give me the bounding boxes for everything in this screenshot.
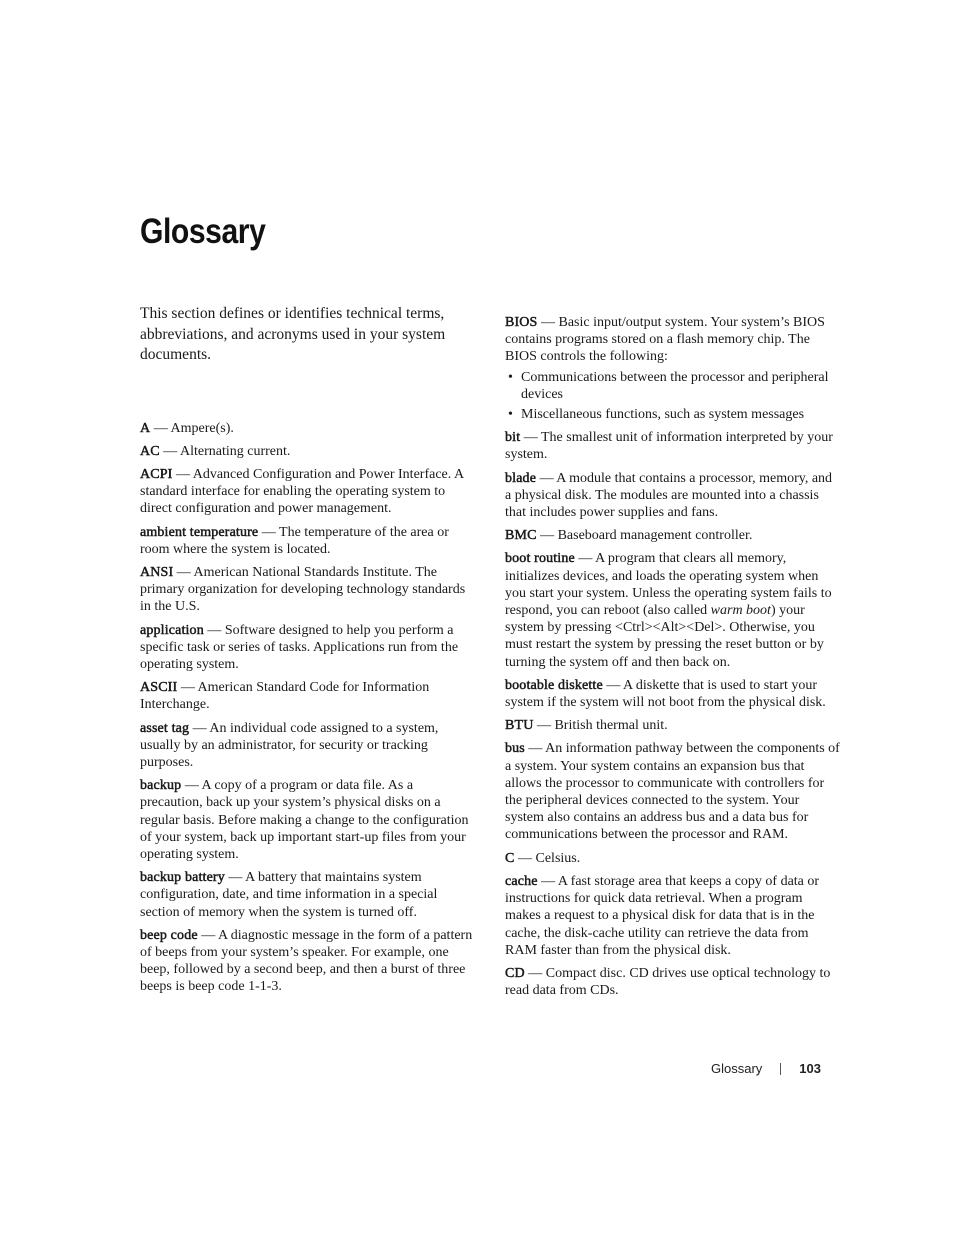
glossary-definition: — An information pathway between the components of a system. Your system contains an expansion bus that allows the processor to communicate with controllers for the peripheral devices connected to the system. Your system also contains an address bus and a data bus for communications between the processor and RAM. <box>505 741 840 843</box>
left-column <box>140 304 476 1002</box>
list-item <box>505 369 841 403</box>
glossary-term: ACPI <box>140 466 173 482</box>
glossary-entry <box>505 550 841 670</box>
glossary-definition: — American Standard Code for Information Interchange. <box>140 680 430 713</box>
glossary-term: application <box>140 622 204 638</box>
glossary-term: backup battery <box>140 870 225 886</box>
glossary-definition: — A fast storage area that keeps a copy of data or instructions for quick data retrieval. When a program makes a request to a physical disk for data that is in the cache, the disk-cache utility can retrieve the data from RAM faster than from the physical disk. <box>505 873 820 958</box>
glossary-definition: — A diskette that is used to start your system if the system will not boot from the physical disk. <box>505 677 826 711</box>
glossary-entry <box>505 850 841 867</box>
glossary-entry <box>505 740 841 843</box>
glossary-entry <box>140 524 476 558</box>
glossary-entry <box>505 429 841 463</box>
glossary-entry <box>505 314 841 366</box>
footer-section-label: Glossary <box>711 1061 763 1076</box>
glossary-entry <box>140 777 476 863</box>
footer-divider <box>780 1063 781 1075</box>
glossary-term: BTU <box>505 718 534 734</box>
page-footer <box>711 1061 821 1076</box>
glossary-term: ASCII <box>140 680 178 696</box>
glossary-entry <box>505 873 841 959</box>
glossary-entry <box>140 564 476 616</box>
glossary-definition: — Basic input/output system. Your system’s BIOS contains programs stored on a flash memory chip. The BIOS controls the following: <box>505 315 825 365</box>
glossary-definition: — British thermal unit. <box>533 718 668 734</box>
glossary-term: BMC <box>505 528 537 544</box>
glossary-term: asset tag <box>140 720 190 736</box>
glossary-entry <box>140 466 476 518</box>
page-number: 103 <box>799 1061 821 1076</box>
list-item-text: Communications between the processor and peripheral devices <box>521 369 829 402</box>
glossary-term: bus <box>505 741 525 757</box>
glossary-entry <box>140 869 476 921</box>
glossary-definition: — Advanced Configuration and Power Interface. A standard interface for enabling the operating system to direct configuration and power management. <box>140 466 464 517</box>
glossary-definition: — Ampere(s). <box>150 420 234 436</box>
glossary-definition: — Alternating current. <box>159 443 291 459</box>
glossary-entry <box>505 527 841 544</box>
glossary-entry <box>505 965 841 999</box>
glossary-definition: — Celsius. <box>514 850 581 866</box>
glossary-term: blade <box>505 470 537 486</box>
glossary-term: CD <box>505 965 525 981</box>
glossary-entry <box>505 717 841 734</box>
glossary-term: A <box>140 420 151 436</box>
glossary-term: bit <box>505 430 521 446</box>
glossary-entry <box>140 679 476 713</box>
glossary-term: bootable diskette <box>505 677 603 693</box>
list-item <box>505 406 841 423</box>
glossary-definition: — A module that contains a processor, memory, and a physical disk. The modules are mounted into a chassis that includes power supplies and fans. <box>505 470 833 521</box>
intro-paragraph: This section defines or identifies technical terms, abbreviations, and acronyms used in your system documents. <box>140 305 446 363</box>
bullet-icon: • <box>508 369 513 385</box>
glossary-definition: ) your system by pressing <Ctrl><Alt><Del>. Otherwise, you must restart the system by pressing the reset button or by turning the system off and then back on. <box>505 603 824 670</box>
glossary-definition: — A battery that maintains system configuration, date, and time information in a special section of memory when the system is turned off. <box>140 870 438 920</box>
glossary-term: boot routine <box>505 551 575 567</box>
glossary-definition: — Baseboard management controller. <box>536 528 753 544</box>
glossary-definition: — Compact disc. CD drives use optical technology to read data from CDs. <box>505 965 831 999</box>
glossary-entry <box>505 470 841 522</box>
glossary-definition-italic: warm boot <box>710 603 771 619</box>
page-title: Glossary <box>140 212 266 251</box>
glossary-entry <box>140 720 476 772</box>
glossary-definition: — The temperature of the area or room where the system is located. <box>140 524 449 557</box>
glossary-term: ambient temperature <box>140 524 259 540</box>
glossary-definition: — Software designed to help you perform a specific task or series of tasks. Applications run from the operating system. <box>140 622 459 672</box>
glossary-term: backup <box>140 778 182 794</box>
glossary-entry <box>505 677 841 711</box>
bios-bullet-list <box>505 369 841 424</box>
glossary-definition: — The smallest unit of information interpreted by your system. <box>505 430 833 463</box>
glossary-term: AC <box>140 443 160 459</box>
glossary-entry <box>140 622 476 674</box>
glossary-term: cache <box>505 873 538 889</box>
glossary-entry <box>140 927 476 996</box>
glossary-term: beep code <box>140 927 198 943</box>
right-column <box>505 314 841 1005</box>
glossary-definition: — A copy of a program or data file. As a precaution, back up your system’s physical disks on a regular basis. Before making a change to the configuration of your system, back up important start-up files from your operating system. <box>140 778 469 862</box>
glossary-definition: — A program that clears all memory, initializes devices, and loads the operating system when you start your system. Unless the operating system fails to respond, you can reboot (also called <box>505 551 832 619</box>
glossary-term: ANSI <box>140 564 174 580</box>
list-item-text: Miscellaneous functions, such as system messages <box>521 407 805 423</box>
glossary-definition: — A diagnostic message in the form of a pattern of beeps from your system’s speaker. For example, one beep, followed by a second beep, and then a burst of three beeps is beep code 1-1-3. <box>140 927 473 995</box>
glossary-definition: — An individual code assigned to a system, usually by an administrator, for security or tracking purposes. <box>140 720 439 770</box>
glossary-term: C <box>505 850 515 866</box>
glossary-entry <box>140 420 476 437</box>
bullet-icon: • <box>508 407 513 423</box>
glossary-definition: — American National Standards Institute. The primary organization for developing technology standards in the U.S. <box>140 564 466 615</box>
glossary-term: BIOS <box>505 315 538 330</box>
glossary-entry <box>140 443 476 460</box>
